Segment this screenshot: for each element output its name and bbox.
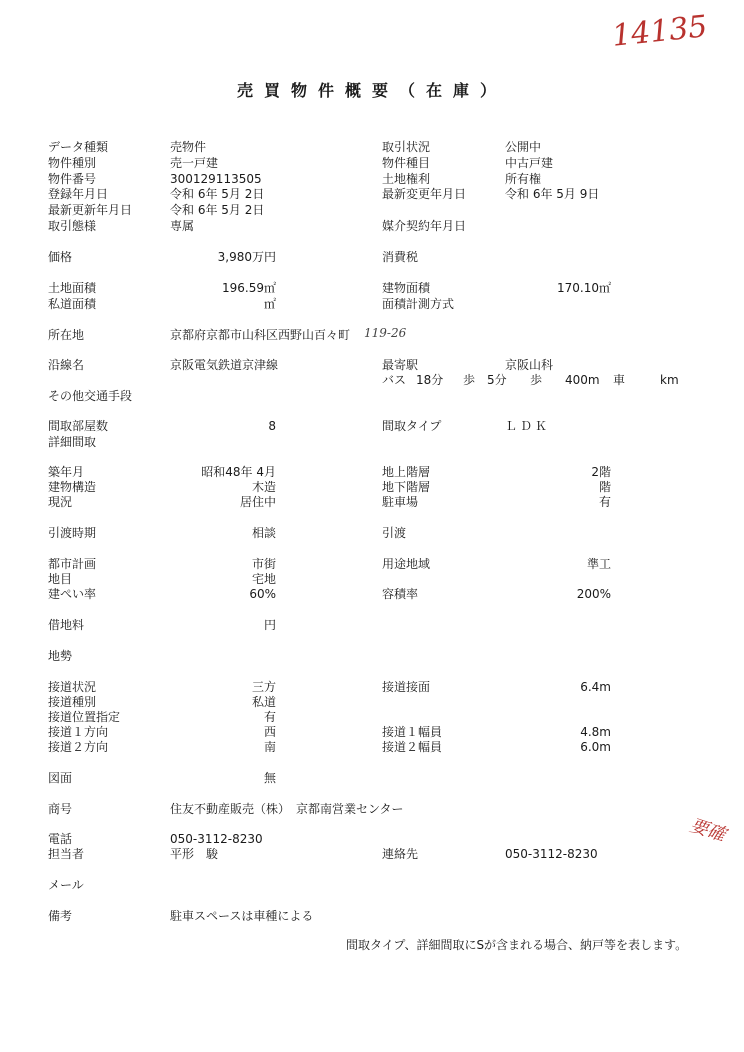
- reg-date-value: 令和 6年 5月 2日: [170, 187, 265, 201]
- road-kind-value: 私道: [251, 695, 276, 709]
- far-label: 容積率: [382, 587, 419, 601]
- handover-label: 引渡: [382, 526, 407, 540]
- staff-label: 担当者: [48, 847, 85, 861]
- land-area-value: 196.59㎡: [222, 281, 276, 295]
- floors-below-value: 階: [598, 480, 611, 494]
- parking-value: 有: [598, 495, 611, 509]
- road-position-label: 接道位置指定: [48, 710, 121, 724]
- trade-form-value: 専属: [170, 219, 195, 233]
- parking-label: 駐車場: [382, 495, 419, 509]
- built-label: 築年月: [48, 465, 85, 479]
- city-plan-value: 市街: [251, 557, 276, 571]
- coverage-value: 60%: [249, 587, 276, 601]
- car-label: 車: [613, 373, 626, 387]
- tax-label: 消費税: [382, 250, 419, 264]
- station-label: 最寄駅: [382, 358, 419, 372]
- land-rent-label: 借地料: [48, 618, 85, 632]
- rooms-label: 間取部屋数: [48, 419, 109, 433]
- road-frontage-value: 6.4m: [580, 680, 611, 694]
- latest-change-value: 令和 6年 5月 9日: [505, 187, 600, 201]
- trade-status-label: 取引状況: [382, 140, 431, 154]
- land-category-value: 宅地: [251, 572, 276, 586]
- coverage-label: 建ぺい率: [48, 587, 97, 601]
- walk-meters: 400m: [565, 373, 600, 387]
- building-area-value: 170.10㎡: [557, 281, 611, 295]
- far-value: 200%: [576, 587, 611, 601]
- location-value: 京都府京都市山科区西野山百々町: [170, 328, 351, 342]
- road-position-value: 有: [263, 710, 276, 724]
- contact-label: 連絡先: [382, 847, 419, 861]
- phone-value: 050-3112-8230: [170, 832, 263, 846]
- staff-value: 平形 駿: [170, 847, 219, 861]
- road-status-value: 三方: [251, 680, 276, 694]
- page-title: 売買物件概要（在庫）: [236, 81, 507, 100]
- bus-minutes: 18分: [416, 373, 444, 387]
- latest-update-value: 令和 6年 5月 2日: [170, 203, 265, 217]
- walk-minutes: 5分: [487, 373, 507, 387]
- data-type-label: データ種類: [48, 140, 109, 154]
- structure-value: 木造: [251, 480, 276, 494]
- property-item-label: 物件種目: [382, 156, 431, 170]
- road2-direction-value: 南: [263, 740, 276, 754]
- layout-detail-label: 詳細間取: [48, 435, 97, 449]
- latest-update-label: 最新更新年月日: [48, 203, 133, 217]
- phone-label: 電話: [48, 832, 73, 846]
- structure-label: 建物構造: [48, 480, 97, 494]
- area-method-label: 面積計測方式: [382, 297, 455, 311]
- latest-change-label: 最新変更年月日: [382, 187, 467, 201]
- handwritten-number: 14135: [610, 9, 710, 54]
- road-status-label: 接道状況: [48, 680, 97, 694]
- private-road-label: 私道面積: [48, 297, 97, 311]
- mail-label: メール: [48, 878, 84, 892]
- price-label: 価格: [48, 250, 73, 264]
- layout-type-label: 間取タイプ: [382, 419, 442, 433]
- zoning-label: 用途地域: [382, 557, 431, 571]
- reg-date-label: 登録年月日: [48, 187, 109, 201]
- land-right-value: 所有権: [505, 172, 542, 186]
- remarks-label: 備考: [48, 909, 73, 923]
- city-plan-label: 都市計画: [48, 557, 97, 571]
- company-label: 商号: [48, 802, 73, 816]
- rooms-value: 8: [268, 419, 276, 433]
- property-no-label: 物件番号: [48, 172, 97, 186]
- road-kind-label: 接道種別: [48, 695, 97, 709]
- location-label: 所在地: [48, 328, 85, 342]
- data-type-value: 売物件: [170, 140, 207, 154]
- road2-width-value: 6.0m: [580, 740, 611, 754]
- road-frontage-label: 接道接面: [382, 680, 431, 694]
- handwritten-address-number: 119-26: [364, 326, 407, 340]
- current-value: 居住中: [239, 495, 276, 509]
- floors-above-value: 2階: [591, 465, 611, 479]
- road1-width-value: 4.8m: [580, 725, 611, 739]
- building-area-label: 建物面積: [382, 281, 431, 295]
- drawing-value: 無: [263, 771, 276, 785]
- built-value: 昭和48年 4月: [201, 465, 276, 479]
- walk-label-2: 歩: [530, 373, 543, 387]
- footer-note: 間取タイプ、詳細間取にSが含まれる場合、納戸等を表します。: [346, 938, 688, 952]
- floors-above-label: 地上階層: [382, 465, 431, 479]
- trade-form-label: 取引態様: [48, 219, 97, 233]
- private-road-value: ㎡: [263, 297, 276, 311]
- layout-type-value: ＬＤＫ: [505, 419, 551, 433]
- company-value: 住友不動産販売（株） 京都南営業センター: [170, 802, 404, 816]
- zoning-value: 準工: [586, 557, 611, 571]
- road2-direction-label: 接道２方向: [48, 740, 109, 754]
- line-value: 京阪電気鉄道京津線: [170, 358, 279, 372]
- road1-direction-label: 接道１方向: [48, 725, 109, 739]
- trade-status-value: 公開中: [505, 140, 542, 154]
- floors-below-label: 地下階層: [382, 480, 431, 494]
- contract-date-label: 媒介契約年月日: [382, 219, 467, 233]
- current-label: 現況: [48, 495, 73, 509]
- handover-time-label: 引渡時期: [48, 526, 97, 540]
- handwritten-stamp: 要確: [687, 814, 728, 846]
- land-right-label: 土地権利: [382, 172, 431, 186]
- contact-value: 050-3112-8230: [505, 847, 598, 861]
- line-label: 沿線名: [48, 358, 85, 372]
- handover-time-value: 相談: [251, 526, 276, 540]
- property-item-value: 中古戸建: [505, 156, 554, 170]
- drawing-label: 図面: [48, 771, 73, 785]
- terrain-label: 地勢: [48, 649, 73, 663]
- remarks-value: 駐車スペースは車種による: [170, 909, 314, 923]
- land-area-label: 土地面積: [48, 281, 97, 295]
- property-kind-value: 売一戸建: [170, 156, 219, 170]
- bus-label: バス: [382, 373, 407, 387]
- land-category-label: 地目: [48, 572, 73, 586]
- station-value: 京阪山科: [505, 358, 554, 372]
- walk-label: 歩: [463, 373, 476, 387]
- road2-width-label: 接道２幅員: [382, 740, 443, 754]
- price-value: 3,980万円: [217, 250, 276, 264]
- car-km: km: [660, 373, 679, 387]
- property-no-value: 300129113505: [170, 172, 262, 186]
- other-transport-label: その他交通手段: [48, 389, 133, 403]
- property-kind-label: 物件種別: [48, 156, 97, 170]
- road1-direction-value: 西: [263, 725, 276, 739]
- road1-width-label: 接道１幅員: [382, 725, 443, 739]
- land-rent-value: 円: [263, 618, 276, 632]
